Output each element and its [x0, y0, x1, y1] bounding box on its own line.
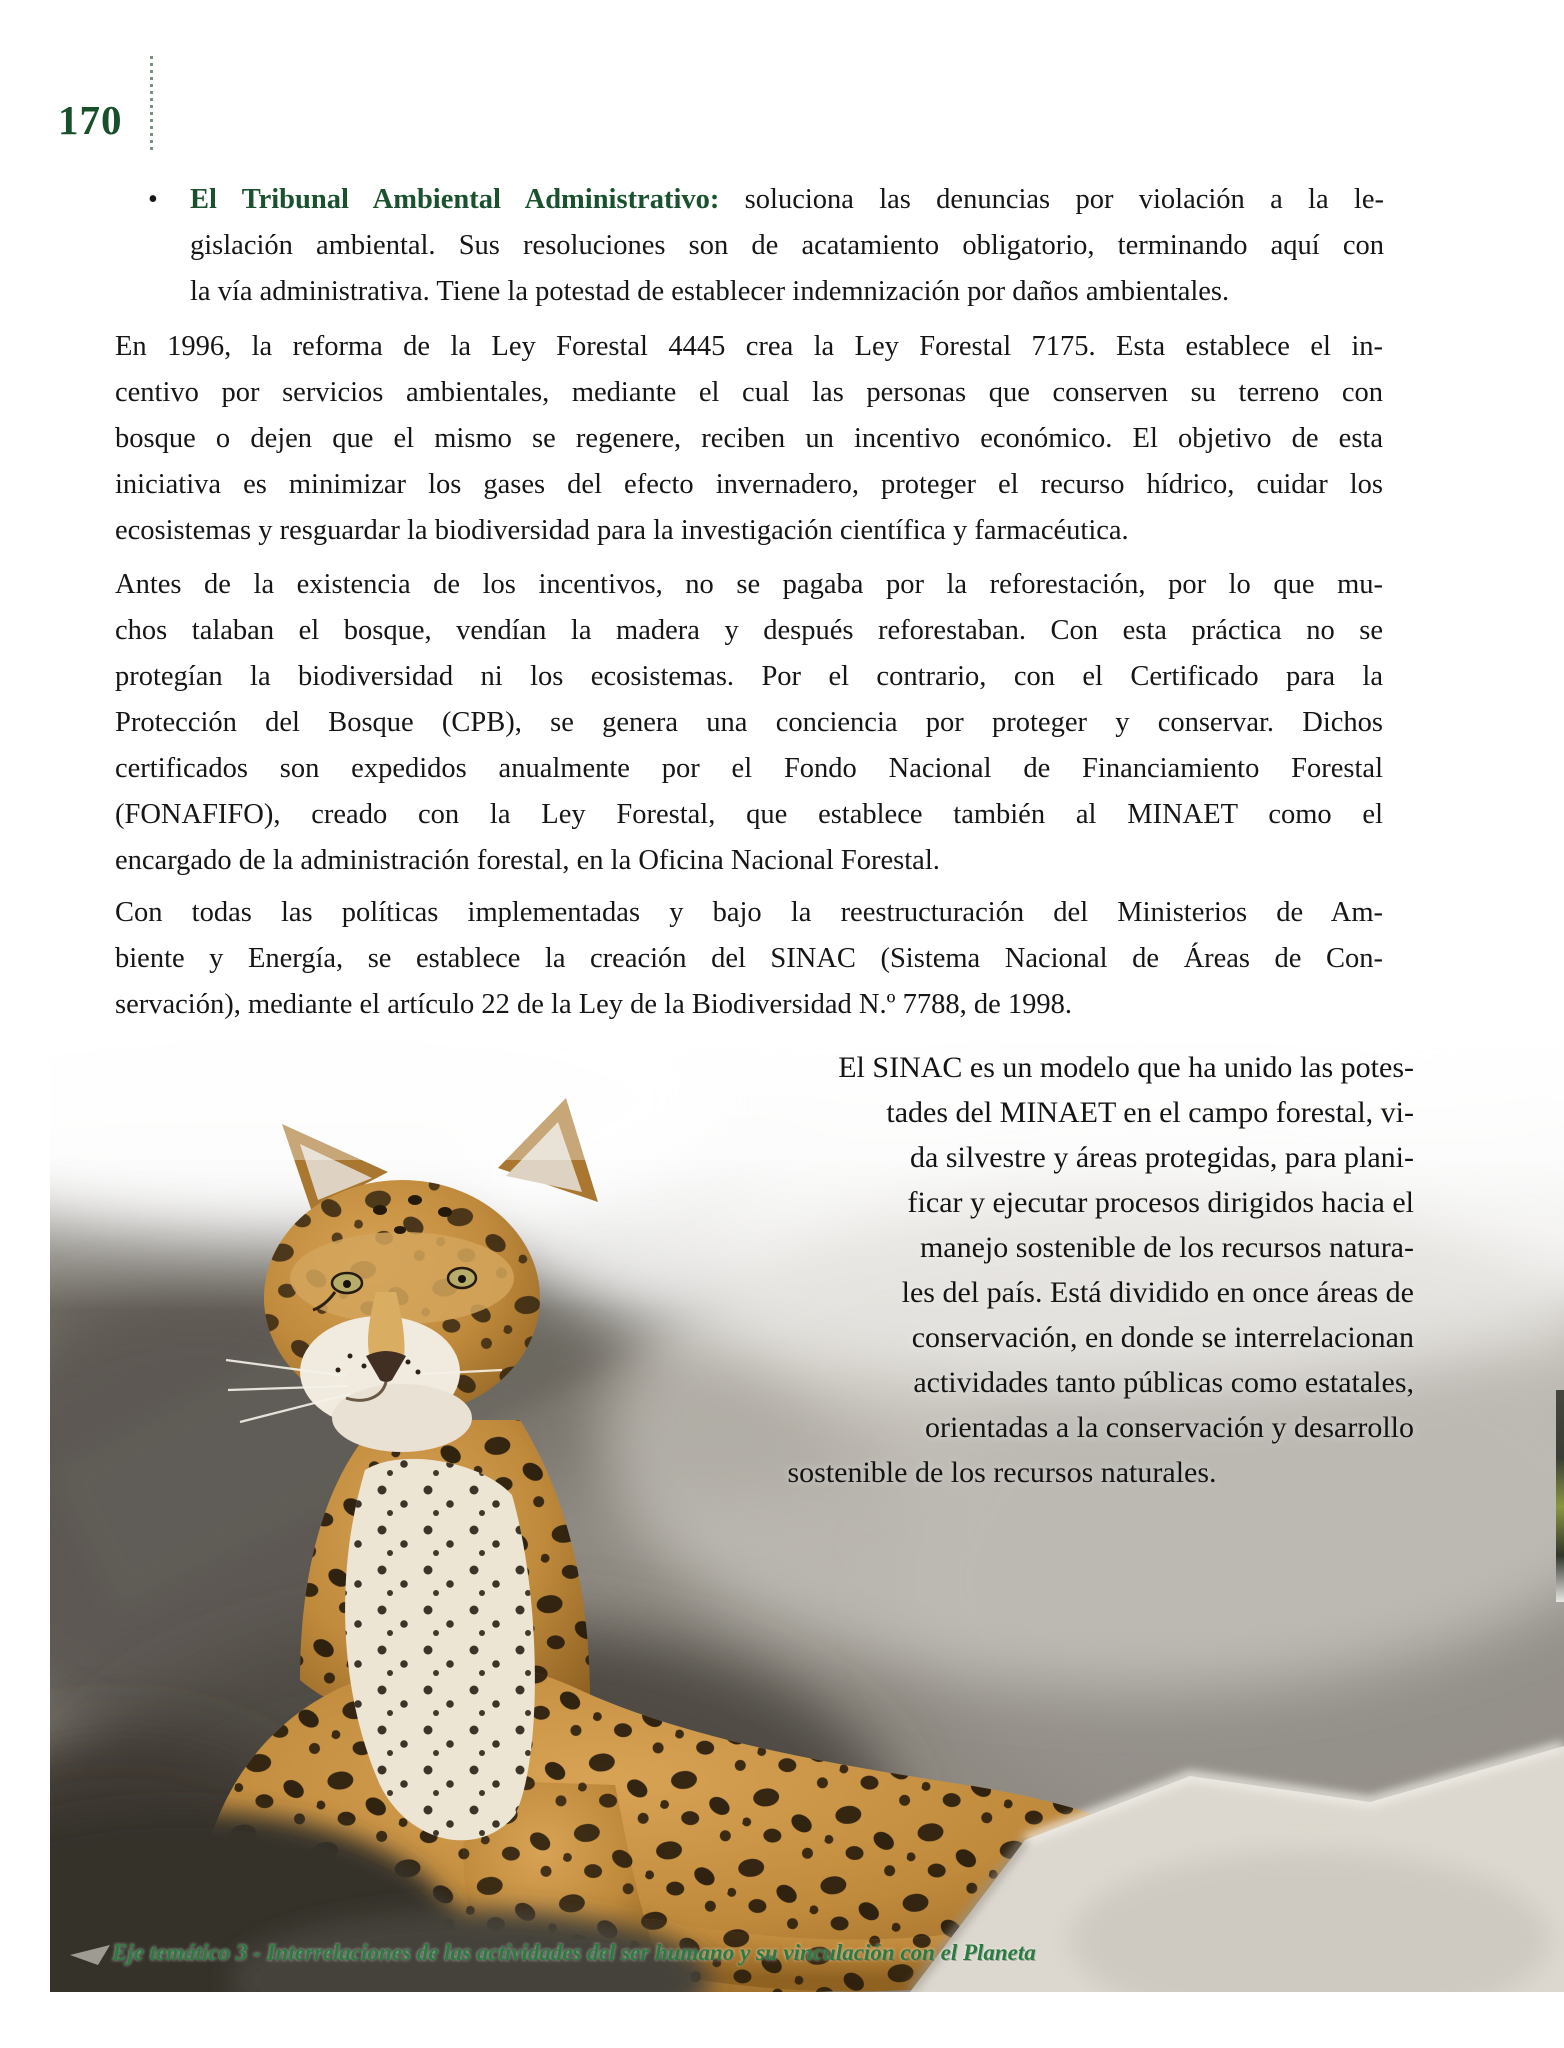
paragraph-creacion-sinac: Con todas las políticas implementadas y bajo la reestructuración del Ministerios de Am- biente y Energía, se establece la creación del SINAC (Sistema Nacional de Áreas de Con- servación), mediante el artículo 22 de la Ley de la Biodiversidad N.º 7788, de 1998.	[115, 897, 1383, 1020]
paragraph-ley-forestal: En 1996, la reforma de la Ley Forestal 4445 crea la Ley Forestal 7175. Esta establece el in- centivo por servicios ambientales, mediante el cual las personas que conserven su terreno con bosque o dejen que el mismo se regenere, reciben un incentivo económico. El objetivo de esta iniciativa es minimizar los gases del efecto invernadero, proteger el recurso hídrico, cuidar los ecosistemas y resguardar la biodiversidad para la investigación científica y farmacéutica.	[115, 331, 1383, 546]
bullet-line1: soluciona las denuncias por violación a la le-	[719, 184, 1384, 215]
paragraph-sinac-overlay: El SINAC es un modelo que ha unido las potes- tades del MINAET en el campo forestal, vi- da silvestre y áreas protegidas, para plani- ficar y ejecutar procesos dirigidos hacia el manejo sostenible de los recursos natura- les del país. Está dividido en once áreas de conservación, en donde se interrelacionan actividades tanto públicas como estatales, orientadas a la conservación y desarrollo sostenible de los recursos naturales.	[787, 1051, 1414, 1489]
bullet-text	[190, 177, 1384, 315]
paragraph-incentivos: Antes de la existencia de los incentivos, no se pagaba por la reforestación, por lo que mu- chos talaban el bosque, vendían la madera y después reforestaban. Con esta práctica no se protegían la biodiversidad ni los ecosistemas. Por el contrario, con el Certificado para la Protección del Bosque (CPB), se genera una conciencia por proteger y conservar. Dichos certificados son expedidos anualmente por el Fondo Nacional de Financiamiento Forestal (FONAFIFO), creado con la Ley Forestal, que establece también al MINAET como el encargado de la administración forestal, en la Oficina Nacional Forestal.	[115, 569, 1383, 876]
dotted-rule	[150, 56, 153, 150]
bullet-lead: El Tribunal Ambiental Administrativo:	[190, 184, 720, 215]
page-number: 170	[58, 97, 123, 143]
photo-caption: Eje temático 3 - Interrelaciones de las actividades del ser humano y su vinculación con el Planeta	[112, 1940, 1036, 1965]
bullet-line2: gislación ambiental. Sus resoluciones son de acatamiento obligatorio, terminando aquí con	[190, 230, 1384, 261]
bullet-paragraph-tribunal	[148, 177, 1384, 315]
page-edge-marker	[1556, 1390, 1564, 1602]
jaguar-photo	[50, 1040, 1564, 1992]
bullet-icon: •	[148, 184, 158, 215]
bullet-line3: la vía administrativa. Tiene la potestad de establecer indemnización por daños ambientales.	[190, 276, 1230, 307]
